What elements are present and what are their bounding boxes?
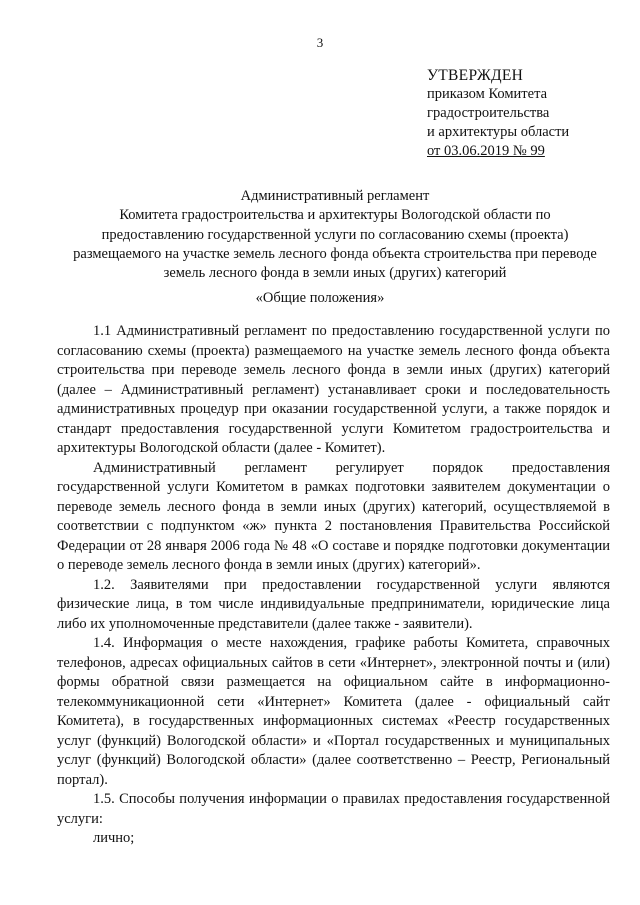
document-title <box>40 187 630 283</box>
section-title: «Общие положения» <box>255 290 385 306</box>
approval-line: приказом Комитета <box>427 86 548 102</box>
paragraph: 1.5. Способы получения информации о правилах предоставления государственной услуги: <box>57 791 610 827</box>
paragraph: 1.4. Информация о месте нахождения, графике работы Комитета, справочных телефонов, адресах официальных сайтов в сети «Интернет», электронной почты и (или) формы обратной связи размещается на официальном сайте в информационно-телекоммуникационной сети «Интернет» Комитета (далее - официальный сайт Комитета), в государственных информационных системах «Реестр государственных услуг (функций) Вологодской области» и «Портал государственных и муниципальных услуг (функций) Вологодской области» (далее соответственно – Реестр, Региональный портал). <box>57 635 610 788</box>
approval-stamp <box>427 66 627 161</box>
page-number: 3 <box>316 35 324 50</box>
document-body <box>57 322 610 849</box>
paragraph: Административный регламент регулирует порядок предоставления государственной услуги Комитетом в рамках подготовки заявителем документации о переводе земель лесного фонда в земли иных (других) категорий, осуществляемой в соответствии с подпунктом «ж» пункта 2 постановления Правительства Российской Федерации от 28 января 2006 года № 48 «О составе и порядке подготовки документации о переводе земель лесного фонда в земли иных (других) категорий». <box>57 459 610 573</box>
title-line: земель лесного фонда в земли иных (других) категорий <box>163 265 507 282</box>
paragraph: 1.1 Административный регламент по предоставлению государственной услуги по согласованию схемы (проекта) размещаемого на участке земель лесного фонда объекта строительства при переводе земель лесного фонда в земли иных (других) категорий (далее – Административный регламент) устанавливает сроки и последовательность административных процедур при оказании государственной услуги, а также порядок и стандарт предоставления государственной услуги Комитетом градостроительства и архитектуры Вологодской области (далее - Комитет). <box>57 323 610 456</box>
approval-heading: УТВЕРЖДЕН <box>427 67 524 84</box>
approval-line: и архитектуры области <box>427 124 570 140</box>
title-line: Административный регламент <box>240 188 430 204</box>
approval-date: от 03.06.2019 № 99 <box>427 143 545 159</box>
title-line: Комитета градостроительства и архитектуры Вологодской области по <box>119 207 551 224</box>
paragraph: лично; <box>93 830 135 846</box>
paragraph: 1.2. Заявителями при предоставлении государственной услуги являются физические лица, в том числе индивидуальные предприниматели, юридические лица либо их уполномоченные представители (далее также - заявители). <box>57 576 610 632</box>
title-line: размещаемого на участке земель лесного фонда объекта строительства при переводе <box>73 245 597 262</box>
approval-line: градостроительства <box>427 105 550 121</box>
title-line: предоставлению государственной услуги по согласованию схемы (проекта) <box>101 226 569 243</box>
